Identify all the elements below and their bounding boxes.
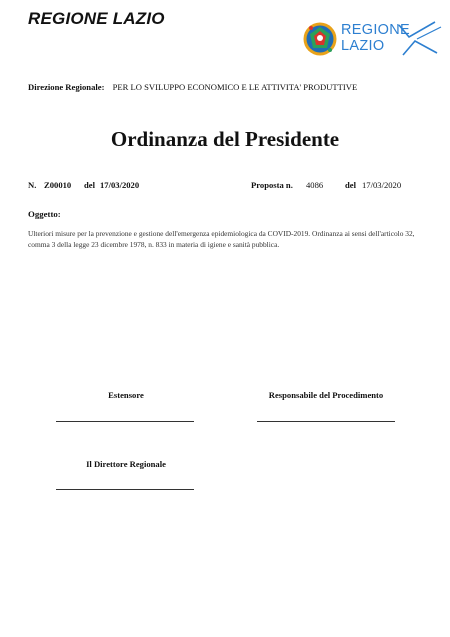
logo-line-2: LAZIO xyxy=(341,38,385,54)
header-title: REGIONE LAZIO xyxy=(28,9,165,28)
direzione-value: PER LO SVILUPPO ECONOMICO E LE ATTIVITA' PRODUTTIVE xyxy=(112,82,358,92)
logo-line-1: REGIONE xyxy=(341,22,410,38)
regione-lazio-emblem-icon xyxy=(302,21,338,57)
ordinance-date: 17/03/2020 xyxy=(100,180,140,190)
proposta-del-label: del xyxy=(345,180,356,190)
regione-lazio-logo xyxy=(301,19,446,61)
logo-swoosh-icon xyxy=(397,19,443,59)
direttore-signature-line xyxy=(56,489,194,490)
ordinance-del-label: del xyxy=(84,180,95,190)
estensore-signature-line xyxy=(56,421,194,422)
direzione-label: Direzione Regionale: xyxy=(28,82,105,92)
responsabile-signature-line xyxy=(257,421,395,422)
estensore-label: Estensore xyxy=(108,390,144,400)
proposta-date: 17/03/2020 xyxy=(362,180,402,190)
number-prefix: N. xyxy=(28,180,37,190)
oggetto-label: Oggetto: xyxy=(28,209,61,219)
ordinance-number: Z00010 xyxy=(44,180,72,190)
direzione-row xyxy=(28,82,357,92)
direttore-label: Il Direttore Regionale xyxy=(86,459,166,469)
document-title: Ordinanza del Presidente xyxy=(110,127,340,151)
responsabile-label: Responsabile del Procedimento xyxy=(268,390,384,400)
proposta-label: Proposta n. xyxy=(251,180,293,190)
oggetto-text: Ulteriori misure per la prevenzione e gestione dell'emergenza epidemiologica da COVID-2019. Ordinanza ai sensi dell'articolo 32, comma 3 della legge 23 dicembre 1978, n. 833 in materia di igiene e sanità pubblica. xyxy=(28,229,415,249)
proposta-number: 4086 xyxy=(306,180,324,190)
